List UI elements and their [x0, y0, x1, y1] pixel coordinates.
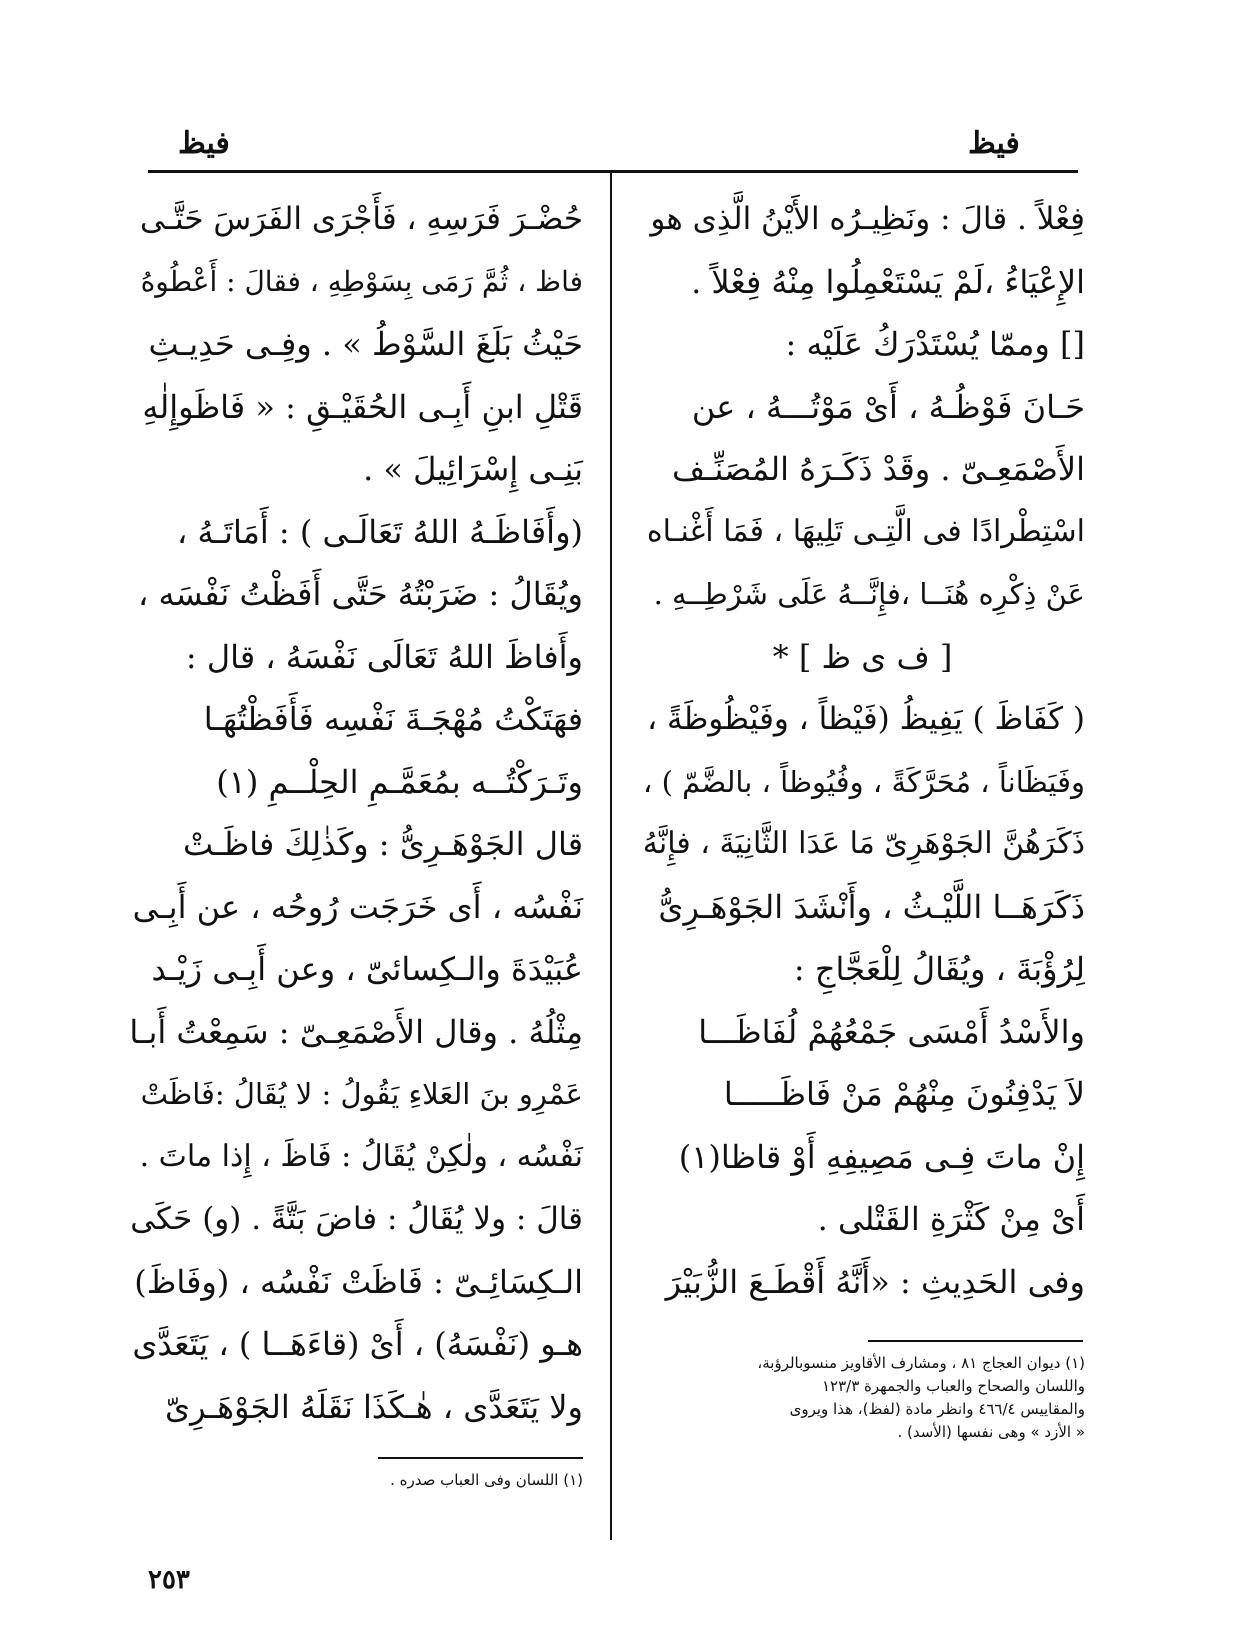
text-line: الـكِسَائِـىّ : فَاظَتْ نَفْسُه ، (وفَاظَ) — [134, 1262, 583, 1301]
text-line: نَفْسُه ، ولٰكِنْ يُقَالُ : فَاظَ ، إِذا ماتَ . — [139, 1138, 583, 1174]
footnote-right — [640, 1352, 1085, 1444]
text-line: اسْتِطْرادًا فى الَّتِـى تَلِيهَا ، فَمَا أَغْنـاه — [646, 513, 1085, 549]
text-line: عُبَيْدَةَ والـكِسائىّ ، وعن أَبِـى زَيْـد — [151, 950, 583, 988]
entry-heading: [ ف ى ظ ] * — [772, 637, 953, 676]
text-line: مِثْلُهُ . وقال الأَصْمَعِـىّ : سَمِعْتُ أَبـا — [129, 1012, 583, 1051]
text-line: حَيْثُ بَلَغَ السَّوْطُ » . وفِـى حَدِيـثِ — [148, 325, 583, 363]
page-number: ٢٥٣ — [148, 1565, 190, 1595]
text-line: لِرُؤْبَةَ ، ويُقَالُ لِلْعَجَّاجِ : — [793, 950, 1085, 988]
text-line: الأَصْمَعِـىّ . وقَدْ ذَكَـرَهُ المُصَنِّـف — [671, 450, 1085, 488]
footnote-line: (١) اللسان وفى العباب صدره . — [390, 1471, 583, 1489]
text-line: حُضْـرَ فَرَسِهِ ، فَأَجْرَى الفَرَسَ حَتَّـى — [140, 201, 583, 237]
footnote-rule-right — [868, 1340, 1083, 1342]
text-line: وفَيَظَاناً ، مُحَرَّكَةً ، وفُيُوظاً ، بالضَّمّ ) ، — [643, 764, 1085, 799]
text-line: (وأَفَاظَـهُ اللهُ تَعَالَـى ) : أَمَاتَـهُ ، — [177, 512, 583, 551]
text-line: وفى الحَدِيثِ : «أَنَّهُ أَقْطَـعَ الزُّبَيْرَ — [665, 1262, 1085, 1301]
text-line: أَىْ مِنْ كَثْرَةِ القَتْلى . — [817, 1200, 1085, 1238]
text-line: ذَكَرَهُنَّ الجَوْهَرِىّ مَا عَدَا الثَّانِيَةَ ، فإِنَّهُ — [642, 826, 1085, 861]
text-line: ( كَفَاظَ ) يَفِيظُ (فَيْظاً ، وفَيْظُوظَةً ، — [647, 701, 1085, 737]
text-line: فاظ ، ثُمَّ رَمَى بِسَوْطِهِ ، فقالَ : أَعْطُوهُ — [140, 264, 583, 298]
header-rule — [148, 170, 1078, 173]
left-column — [128, 188, 583, 1438]
text-line: حَـانَ فَوْظُـهُ ، أَىْ مَوْتُـــهُ ، عن — [691, 387, 1085, 426]
footnote-line: « الأزد » وهى نفسها (الأسد) . — [897, 1423, 1085, 1441]
verse-line: والأَسْدُ أَمْسَى جَمْعُهُمْ لُفَاظَـــا — [698, 1012, 1085, 1051]
verse-line: وتَـرَكْتُــه بمُعَمَّـمِ الحِلْــمِ (١) — [216, 762, 583, 801]
text-line: ولا يَتَعَدَّى ، هٰـكَذَا نَقَلَهُ الجَوْهَـرِىّ — [165, 1387, 583, 1426]
text-line: الإِعْيَاءُ ،لَمْ يَسْتَعْمِلُوا مِنْهُ فِعْلاً . — [691, 262, 1085, 301]
text-line: قَتْلِ ابنِ أَبِـى الحُقَيْـقِ : « فَاظَوإِلٰهِ — [142, 387, 583, 426]
verse-line: فهَتَكْتُ مُهْجَـةَ نَفْسِه فَأَفَظْتُهَـا — [203, 700, 583, 738]
header-word-left: فيظ — [178, 126, 230, 161]
header-word-right: فيظ — [968, 126, 1020, 161]
text-line: عَمْرِو بنَ العَلاءِ يَقُولُ : لا يُقَالُ :فَاظَتْ — [140, 1077, 583, 1111]
footnote-rule-left — [378, 1457, 583, 1459]
text-line: قالَ : ولا يُقَالُ : فاضَ بَتَّةً . (و) حَكَى — [130, 1201, 583, 1237]
footnote-line: (١) ديوان العجاج ٨١ ، ومشارف الأقاويز منسوبالرؤبة، — [757, 1354, 1085, 1372]
footnote-left — [300, 1469, 583, 1492]
text-line: ذَكَرَهَــا اللَّيْـثُ ، وأَنْشَدَ الجَوْهَـرِىُّ — [658, 887, 1085, 926]
text-line: هـو (نَفْسَهُ) ، أَىْ (قاءَهَــا ) ، يَتَعَدَّى — [132, 1325, 583, 1363]
right-column — [640, 188, 1085, 1313]
text-line: نَفْسُه ، أَى خَرَجَت رُوحُه ، عن أَبِـى — [132, 887, 583, 926]
text-line: بَنِـى إِسْرَائِيلَ » . — [363, 450, 583, 488]
text-line: وأَفاظَ اللهُ تَعَالَى نَفْسَهُ ، قال : — [185, 637, 583, 676]
column-divider — [610, 172, 612, 1540]
footnote-line: واللسان والصحاح والعباب والجمهرة ١٢٣/٣ — [821, 1377, 1085, 1395]
text-line: ويُقَالُ : ضَرَبْتُهُ حَتَّى أَفَظْتُ نَفْسَه ، — [138, 575, 583, 613]
text-line: عَنْ ذِكْرِه هُنَــا ،فإِنَّــهُ عَلَى شَرْطِــهِ . — [653, 577, 1085, 611]
text-line: [] وممّا يُسْتَدْرَكُ عَلَيْه : — [785, 325, 1085, 363]
text-line: فِعْلاً . قالَ : ونَظِيـرُه الأَيْنُ الَّذِى هو — [650, 201, 1085, 237]
verse-line: إِنْ ماتَ فِـى مَصِيفِهِ أَوْ قاظا(١) — [678, 1137, 1085, 1176]
verse-line: لاَ يَدْفِنُونَ مِنْهُمْ مَنْ فَاظَـــــا — [723, 1075, 1085, 1113]
text-line: قال الجَوْهَـرِىُّ : وكَذٰلِكَ فاظَـتْ — [182, 825, 583, 863]
footnote-line: والمقاييس ٤٦٦/٤ وانظر مادة (لفظ)، هذا ويروى — [789, 1400, 1085, 1418]
